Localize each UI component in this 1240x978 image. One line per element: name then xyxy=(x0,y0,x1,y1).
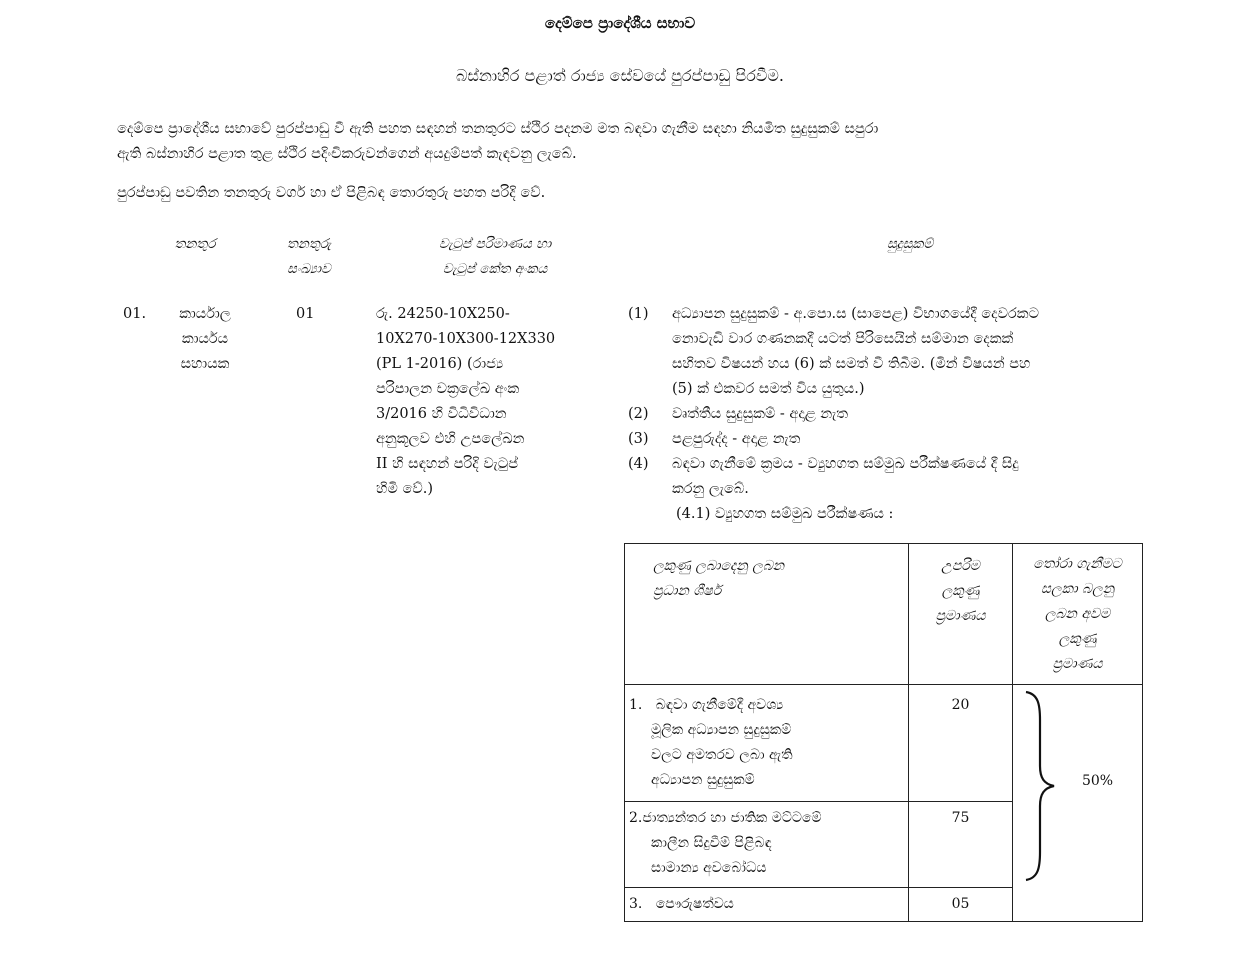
column-header-count-line-2: සංඛ්‍යාව xyxy=(287,261,331,277)
table-row xyxy=(625,685,1143,802)
criteria-line: වලට අමතරව ලබා ඇති xyxy=(651,747,793,763)
max-marks-value: 75 xyxy=(951,810,970,826)
marks-header-max-line-1: උපරිම xyxy=(941,558,980,574)
intro-paragraph xyxy=(117,117,1141,167)
criteria-line: 2.ජාත්‍යන්තර හා ජාතික මට්ටමේ xyxy=(629,810,822,826)
salary-line: අනුකූලව එහි උපලේඛන xyxy=(376,431,525,447)
post-name-line-3: සහායක xyxy=(180,356,230,372)
column-header-count xyxy=(264,232,354,282)
intro-line-1: දෙම්පෙ ප්‍රාදේශීය සභාවේ පුරප්පාඩු වී ඇති පහත සඳහන් තනතුරට ස්ථිර පදනම මත බඳවා ගැනීම සඳහා නියමිත සුදුසුකම් සපුරා xyxy=(117,121,879,137)
salary-scale xyxy=(376,302,591,502)
row-number: 01. xyxy=(123,306,147,322)
criteria-line: කාලීන සිදුවීම් පිළිබඳ xyxy=(651,835,772,851)
marks-header-criteria-line-2: ප්‍රධාන ශීර්ෂ xyxy=(653,583,722,599)
marks-table xyxy=(624,543,1143,922)
salary-line: රු. 24250-10X250- xyxy=(376,306,510,322)
post-name-line-2: කාර්යය xyxy=(181,331,229,347)
subsection-heading: (4.1) ව්‍යුහගත සම්මුඛ පරීක්ෂණය : xyxy=(676,506,894,522)
marks-header-max-line-3: ප්‍රමාණය xyxy=(935,608,986,624)
max-marks-cell xyxy=(909,685,1013,802)
salary-line: පරිපාලන චක්‍රලේඛ අංක xyxy=(376,381,520,397)
qualification-line: සහිතව විෂයන් හය (6) ක් සමත් වී තිබීම. (මින් විෂයන් පහ xyxy=(672,356,1031,372)
min-marks-value: 50% xyxy=(1081,773,1114,789)
column-header-salary xyxy=(400,232,590,282)
marks-table-header-row xyxy=(625,544,1143,685)
qualification-line: අධ්‍යාපන සුදුසුකම් - අ.පො.ස (සාපෙළ) විභාගයේදී දෙවරකට xyxy=(672,306,1039,322)
marks-header-min-line-2: සලකා බලනු xyxy=(1040,581,1115,597)
marks-header-min xyxy=(1013,544,1143,685)
marks-header-criteria xyxy=(625,544,909,685)
criteria-cell xyxy=(625,685,909,802)
qualification-number: (2) xyxy=(628,406,649,422)
criteria-line: 1. බඳවා ගැනීමේදී අවශ්‍ය xyxy=(629,697,784,713)
post-count: 01 xyxy=(296,306,315,322)
max-marks-cell xyxy=(909,802,1013,888)
post-name-line-1: කාර්යාල xyxy=(179,306,231,322)
max-marks-value: 20 xyxy=(951,697,970,713)
column-header-qualifications: සුදුසුකම් xyxy=(886,236,934,252)
qualification-line: පළපුරුද්ද - අදාළ නැත xyxy=(672,431,801,447)
qualification-item xyxy=(672,402,1146,427)
salary-line: හිමි වේ.) xyxy=(376,481,434,497)
criteria-line: සාමාන්‍ය අවබෝධය xyxy=(651,860,767,876)
criteria-cell xyxy=(625,802,909,888)
qualification-item xyxy=(672,427,1146,452)
qualification-number: (1) xyxy=(628,306,649,322)
marks-header-min-line-5: ප්‍රමාණය xyxy=(1052,656,1103,672)
qualification-line: වෘත්තීය සුදුසුකම් - අදාළ නැත xyxy=(672,406,849,422)
marks-header-criteria-line-1: ලකුණු ලබාදෙනු ලබන xyxy=(653,558,785,574)
salary-line: II හි සඳහන් පරිදි වැටුප් xyxy=(376,456,519,472)
criteria-line: 3. පෞරුෂත්වය xyxy=(629,896,734,912)
max-marks-value: 05 xyxy=(951,896,970,912)
curly-brace-icon xyxy=(1020,690,1060,882)
marks-header-min-line-4: ලකුණු xyxy=(1058,631,1097,647)
salary-line: 3/2016 හි විධිවිධාන xyxy=(376,406,507,422)
page-title: දෙම්පෙ ප්‍රාදේශීය සභාව xyxy=(544,14,696,32)
criteria-line: මූලික අධ්‍යාපන සුදුසුකම් xyxy=(651,722,792,738)
qualification-line: කරනු ලැබේ. xyxy=(672,481,749,497)
column-header-post: තනතුර xyxy=(174,236,216,252)
column-header-salary-line-2: වැටුප් කේත අංකය xyxy=(442,261,548,277)
post-name xyxy=(155,302,255,377)
column-header-salary-line-1: වැටුප් පරිමාණය හා xyxy=(438,236,552,252)
marks-header-max-line-2: ලකුණු xyxy=(941,583,980,599)
max-marks-cell xyxy=(909,888,1013,922)
page-subtitle: බස්නාහිර පළාත් රාජ්‍ය සේවයේ පුරප්පාඩු පිරවීම. xyxy=(455,66,785,85)
criteria-cell xyxy=(625,888,909,922)
salary-line: (PL 1-2016) (රාජ්‍ය xyxy=(376,356,504,372)
marks-header-min-line-1: තෝරා ගැනීමට xyxy=(1033,556,1122,572)
intro-note: පුරප්පාඩු පවතින තනතුරු වර්ග හා ඒ පිළිබඳ තොරතුරු පහත පරිදි වේ. xyxy=(117,185,546,201)
qualification-line: (5) ක් එකවර සමත් විය යුතුය.) xyxy=(672,381,865,397)
qualification-number: (3) xyxy=(628,431,649,447)
qualification-item xyxy=(672,302,1146,402)
qualification-number: (4) xyxy=(628,456,649,472)
marks-header-min-line-3: ලබන අවම xyxy=(1044,606,1111,622)
salary-line: 10X270-10X300-12X330 xyxy=(376,331,556,347)
qualification-line: බඳවා ගැනීමේ ක්‍රමය - ව්‍යුහගත සම්මුඛ පරීක්ෂණයේ දී සිදු xyxy=(672,456,1019,472)
qualification-line: නොවැඩි වාර ගණනකදී යටත් පිරිසෙයින් සම්මාන දෙකක් xyxy=(672,331,1014,347)
intro-line-2: ඇති බස්නාහිර පළාත තුළ ස්ථිර පදිංචිකරුවන්ගෙන් අයදුම්පත් කැඳවනු ලැබේ. xyxy=(117,146,577,162)
criteria-line: අධ්‍යාපන සුදුසුකම් xyxy=(651,772,755,788)
qualification-item xyxy=(672,452,1146,502)
marks-header-max xyxy=(909,544,1013,685)
column-header-count-line-1: තනතුරු xyxy=(286,236,332,252)
